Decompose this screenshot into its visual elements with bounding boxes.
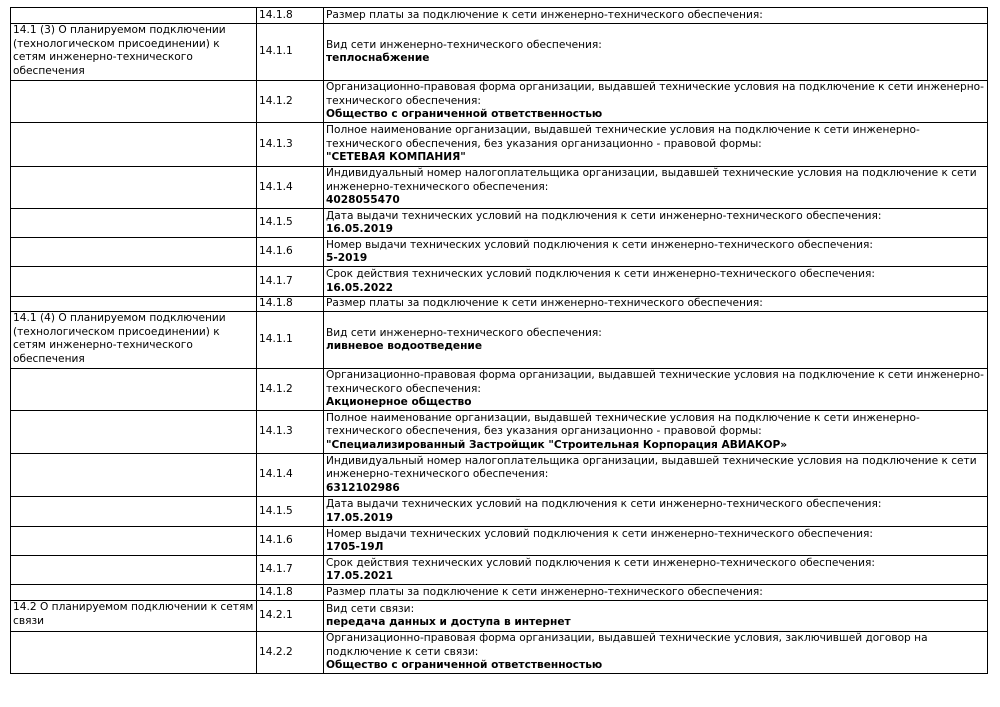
item-content bbox=[324, 632, 988, 674]
section-cell bbox=[11, 123, 257, 167]
item-content bbox=[324, 8, 988, 24]
section-cell: 14.1 (4) О планируемом подключении (технологическом присоединении) к сетям инженерно-технического обеспечения bbox=[11, 312, 257, 369]
table-row bbox=[11, 123, 988, 167]
item-content bbox=[324, 167, 988, 209]
table-row bbox=[11, 312, 988, 369]
item-value: Общество с ограниченной ответственностью bbox=[326, 108, 603, 121]
table-row bbox=[11, 209, 988, 238]
item-code: 14.1.5 bbox=[257, 209, 324, 238]
item-label: Срок действия технических условий подключения к сети инженерно-технического обеспечения: bbox=[326, 556, 875, 569]
section-cell bbox=[11, 632, 257, 674]
item-value: 16.05.2022 bbox=[326, 281, 394, 294]
item-label: Вид сети инженерно-технического обеспечения: bbox=[326, 38, 602, 51]
section-cell bbox=[11, 8, 257, 24]
item-code: 14.1.5 bbox=[257, 497, 324, 527]
item-content bbox=[324, 81, 988, 123]
item-content bbox=[324, 24, 988, 81]
item-code: 14.1.3 bbox=[257, 411, 324, 454]
item-label: Номер выдачи технических условий подключения к сети инженерно-технического обеспечения: bbox=[326, 527, 873, 540]
table-row bbox=[11, 297, 988, 312]
item-value: 5-2019 bbox=[326, 252, 368, 264]
section-cell bbox=[11, 527, 257, 556]
item-content bbox=[324, 454, 988, 497]
item-label: Размер платы за подключение к сети инженерно-технического обеспечения: bbox=[326, 585, 763, 598]
item-code: 14.1.1 bbox=[257, 24, 324, 81]
item-content bbox=[324, 123, 988, 167]
item-label: Вид сети инженерно-технического обеспечения: bbox=[326, 326, 602, 339]
table-row bbox=[11, 267, 988, 297]
item-label: Срок действия технических условий подключения к сети инженерно-технического обеспечения: bbox=[326, 268, 875, 280]
item-value: 4028055470 bbox=[326, 194, 400, 207]
section-cell bbox=[11, 369, 257, 411]
document-table bbox=[10, 7, 988, 674]
section-cell bbox=[11, 267, 257, 297]
item-content bbox=[324, 527, 988, 556]
item-code: 14.1.8 bbox=[257, 8, 324, 24]
section-cell bbox=[11, 411, 257, 454]
item-value: 6312102986 bbox=[326, 481, 400, 494]
item-code: 14.1.4 bbox=[257, 454, 324, 497]
item-label: Размер платы за подключение к сети инженерно-технического обеспечения: bbox=[326, 297, 763, 310]
item-code: 14.2.1 bbox=[257, 601, 324, 632]
item-code: 14.1.7 bbox=[257, 556, 324, 585]
item-label: Индивидуальный номер налогоплательщика организации, выдавшей технические условия на подключение к сети инженерно-технического обеспечения: bbox=[326, 167, 980, 193]
item-code: 14.1.8 bbox=[257, 585, 324, 601]
item-content bbox=[324, 369, 988, 411]
item-code: 14.1.3 bbox=[257, 123, 324, 167]
item-value: Акционерное общество bbox=[326, 396, 472, 409]
item-code: 14.2.2 bbox=[257, 632, 324, 674]
table-row bbox=[11, 527, 988, 556]
item-value: "СЕТЕВАЯ КОМПАНИЯ" bbox=[326, 151, 466, 164]
item-content bbox=[324, 312, 988, 369]
item-value: 17.05.2019 bbox=[326, 511, 394, 524]
table-row bbox=[11, 369, 988, 411]
item-value: передача данных и доступа в интернет bbox=[326, 616, 571, 628]
item-content bbox=[324, 556, 988, 585]
table-row bbox=[11, 632, 988, 674]
item-label: Номер выдачи технических условий подключения к сети инженерно-технического обеспечения: bbox=[326, 238, 873, 251]
table-row bbox=[11, 601, 988, 632]
item-value: 17.05.2021 bbox=[326, 570, 394, 582]
item-label: Организационно-правовая форма организации, выдавшей технические условия, заключившей договор на подключение к сети связи: bbox=[326, 632, 931, 658]
item-code: 14.1.6 bbox=[257, 238, 324, 267]
item-content bbox=[324, 297, 988, 312]
item-code: 14.1.7 bbox=[257, 267, 324, 297]
table-row bbox=[11, 497, 988, 527]
item-content bbox=[324, 267, 988, 297]
item-code: 14.1.2 bbox=[257, 369, 324, 411]
table-row bbox=[11, 81, 988, 123]
table-row bbox=[11, 238, 988, 267]
item-label: Вид сети связи: bbox=[326, 602, 415, 615]
section-cell bbox=[11, 585, 257, 601]
section-cell bbox=[11, 167, 257, 209]
table-row bbox=[11, 585, 988, 601]
section-cell bbox=[11, 238, 257, 267]
item-code: 14.1.1 bbox=[257, 312, 324, 369]
item-content bbox=[324, 238, 988, 267]
item-content bbox=[324, 411, 988, 454]
item-code: 14.1.8 bbox=[257, 297, 324, 312]
item-code: 14.1.2 bbox=[257, 81, 324, 123]
item-value: 1705-19Л bbox=[326, 541, 384, 553]
item-label: Дата выдачи технических условий на подключения к сети инженерно-технического обеспечения: bbox=[326, 209, 882, 222]
item-value: ливневое водоотведение bbox=[326, 340, 483, 352]
table-row bbox=[11, 8, 988, 24]
item-code: 14.1.4 bbox=[257, 167, 324, 209]
item-value: 16.05.2019 bbox=[326, 223, 394, 235]
item-label: Полное наименование организации, выдавшей технические условия на подключение к сети инженерно-технического обеспечения, без указания организационно - правовой формы: bbox=[326, 124, 920, 150]
item-content bbox=[324, 497, 988, 527]
section-cell: 14.1 (3) О планируемом подключении (технологическом присоединении) к сетям инженерно-технического обеспечения bbox=[11, 24, 257, 81]
section-cell bbox=[11, 81, 257, 123]
table-row bbox=[11, 167, 988, 209]
table-row bbox=[11, 556, 988, 585]
table-row bbox=[11, 411, 988, 454]
item-label: Дата выдачи технических условий на подключения к сети инженерно-технического обеспечения: bbox=[326, 498, 882, 510]
section-cell bbox=[11, 209, 257, 238]
item-label: Индивидуальный номер налогоплательщика организации, выдавшей технические условия на подключение к сети инженерно-технического обеспечения: bbox=[326, 454, 980, 481]
item-content bbox=[324, 585, 988, 601]
section-cell bbox=[11, 556, 257, 585]
item-code: 14.1.6 bbox=[257, 527, 324, 556]
item-label: Организационно-правовая форма организации, выдавшей технические условия на подключение к сети инженерно-технического обеспечения: bbox=[326, 81, 984, 107]
section-cell: 14.2 О планируемом подключении к сетям связи bbox=[11, 601, 257, 632]
item-content bbox=[324, 209, 988, 238]
item-value: теплоснабжение bbox=[326, 52, 430, 64]
section-cell bbox=[11, 454, 257, 497]
table-row bbox=[11, 454, 988, 497]
item-label: Организационно-правовая форма организации, выдавшей технические условия на подключение к сети инженерно-технического обеспечения: bbox=[326, 369, 984, 395]
item-label: Размер платы за подключение к сети инженерно-технического обеспечения: bbox=[326, 8, 763, 21]
item-value: "Специализированный Застройщик "Строительная Корпорация АВИАКОР» bbox=[326, 438, 788, 451]
item-label: Полное наименование организации, выдавшей технические условия на подключение к сети инженерно-технического обеспечения, без указания организационно - правовой формы: bbox=[326, 411, 920, 438]
item-value: Общество с ограниченной ответственностью bbox=[326, 659, 603, 672]
item-content bbox=[324, 601, 988, 632]
table-row bbox=[11, 24, 988, 81]
section-cell bbox=[11, 297, 257, 312]
section-cell bbox=[11, 497, 257, 527]
